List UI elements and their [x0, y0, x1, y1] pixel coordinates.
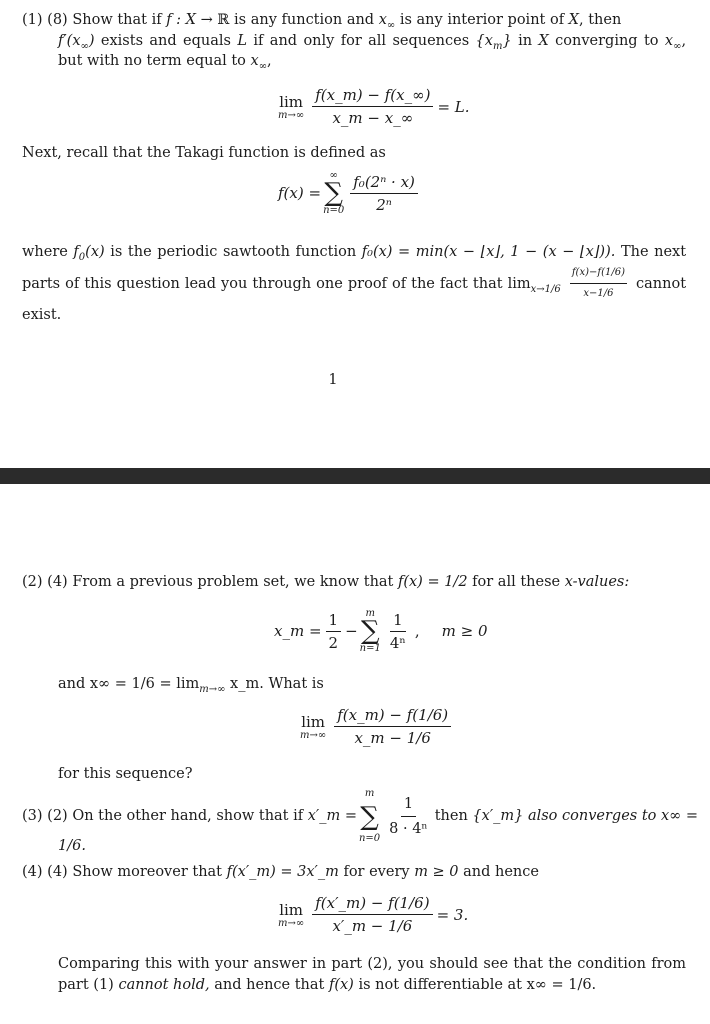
for-this-sequence: for this sequence? [58, 766, 193, 782]
sigma-symbol: ∑ [324, 178, 343, 208]
term-fraction [387, 611, 409, 652]
text-fragment: Show moreover that [72, 864, 223, 880]
limit-subscript: m→∞ [199, 683, 226, 695]
l-symbol: L [237, 32, 248, 49]
condition: m ≥ 0 [414, 864, 459, 880]
term-fraction [386, 794, 431, 840]
limit-operator [278, 901, 304, 929]
text-fragment: Show that if [72, 12, 162, 28]
sequence: $\{x_m\}$ [475, 32, 512, 52]
fraction-denominator: 4ⁿ [389, 633, 406, 652]
limit-fraction [334, 706, 451, 747]
sum-upper: m [365, 608, 375, 619]
fraction-numerator: 1 [326, 611, 342, 632]
takagi-lhs: f(x) = [278, 184, 322, 202]
derivative: $f'(x_\infty)$ [58, 32, 95, 52]
fraction-numerator: 1 [401, 794, 416, 818]
emphasis-text: cannot hold, [118, 976, 210, 993]
fraction-numerator: f(x)−f(1/6) [570, 263, 627, 285]
x-infinity: $x_\infty$ [250, 53, 268, 72]
sawtooth-description [22, 242, 686, 325]
summation [360, 608, 381, 654]
text-fragment: is any function and [234, 12, 375, 28]
limit-rhs: = 3. [436, 905, 469, 924]
fraction-denominator: x′_m − 1/6 [332, 917, 413, 935]
minus-sign: − [345, 622, 358, 640]
problem-number: (3) [22, 808, 43, 825]
text-fragment: exists and equals [100, 32, 231, 49]
limit-subscript: m→∞ [300, 729, 327, 741]
limit-subscript: m→∞ [278, 917, 305, 929]
summation [359, 784, 380, 849]
problem-1-continuation: $f'(x_\infty)$ exists and equals L if and only for all sequences $\{x_m\}$ in X converging to $x_\infty$, but with no term equal to $x_\infty$, [58, 32, 687, 72]
sawtooth-formula: f₀(x) = min(x − ⌊x⌋, 1 − (x − ⌊x⌋)). [361, 244, 616, 260]
sum-upper: ∞ [329, 170, 338, 181]
function-signature: f : X → ℝ [166, 12, 230, 28]
sum-lower: n=1 [359, 643, 381, 654]
problem-points: (2) [47, 808, 68, 825]
fraction-denominator: x_m − x_∞ [332, 109, 414, 127]
text-fragment: if and only for all sequences [253, 32, 470, 49]
text-fragment: then [434, 808, 468, 825]
problem-3-statement [22, 784, 699, 849]
fraction-numerator: f(x′_m) − f(1/6) [312, 894, 432, 915]
sequence-lhs: x_m = [274, 622, 322, 640]
takagi-fraction [350, 173, 418, 214]
problem-number: (2) [22, 574, 43, 590]
takagi-intro: Next, recall that the Takagi function is defined as [22, 145, 386, 161]
limit-word: lim [507, 275, 531, 292]
text-fragment: and hence [463, 864, 539, 880]
formula: f(x′_m) = 3x′_m [226, 864, 339, 880]
problem-3-continuation: 1/6. [58, 838, 86, 854]
fraction-numerator: f(x_m) − f(x_∞) [312, 86, 433, 107]
formula: f(x) [328, 976, 354, 993]
limit-fraction [312, 894, 432, 935]
text-fragment: Comparing this with your answer in part (2), you should see that the condition from part (1) [58, 956, 686, 993]
page-number: 1 [328, 372, 338, 388]
fraction-numerator: 1 [390, 611, 406, 632]
x-infinity: $x_\infty$ [378, 12, 396, 31]
fraction-denominator: 2 [328, 633, 339, 652]
limit-equation-2 [300, 706, 455, 747]
text-fragment: is any interior point of [399, 12, 565, 28]
text-fragment: On the other hand, show that if [72, 808, 304, 825]
problem-number: (1) [22, 12, 43, 28]
text-fragment: but with no term equal to [58, 53, 246, 69]
takagi-definition [278, 170, 422, 216]
text-fragment: converging to [555, 32, 659, 49]
text-fragment: and hence that [214, 976, 325, 993]
f0-symbol: $f_0(x)$ [73, 244, 105, 263]
text-fragment: From a previous problem set, we know that [72, 574, 394, 590]
summation [323, 170, 344, 216]
problem-2-statement [22, 572, 686, 593]
text-fragment: , then [579, 12, 622, 28]
fraction-numerator: f(x_m) − f(1/6) [334, 706, 451, 727]
fraction-denominator: x_m − 1/6 [354, 729, 431, 747]
fraction-denominator: 8 · 4ⁿ [389, 821, 428, 837]
limit-equation-3 [278, 894, 468, 935]
limit-subscript: x→1/6 [530, 283, 561, 295]
fraction-numerator: f₀(2ⁿ · x) [350, 173, 418, 194]
text-fragment: for every [343, 864, 410, 880]
text-fragment: in [518, 32, 533, 49]
half-fraction [326, 611, 342, 652]
limit-operator [300, 713, 326, 741]
page-2 [0, 484, 710, 1024]
text-fragment: for all these [472, 574, 561, 590]
limit-rhs: = L. [437, 97, 470, 116]
limit-equation-1 [278, 86, 470, 127]
limit-word: lim [279, 92, 304, 111]
page-1 [0, 0, 710, 468]
inline-fraction [570, 263, 627, 305]
limit-subscript: m→∞ [278, 109, 305, 121]
problem-points: (4) [47, 574, 68, 590]
set-x: X [568, 12, 579, 28]
set-x: X [538, 32, 549, 49]
problem-4-statement [22, 862, 686, 883]
text-fragment: is the periodic sawtooth function [110, 244, 357, 260]
sum-lower: n=0 [323, 205, 345, 216]
x-infinity: $x_\infty$ [664, 32, 682, 52]
sum-lower: n=0 [358, 832, 381, 844]
sigma-symbol: ∑ [360, 616, 380, 646]
fraction-denominator: x−1/6 [583, 288, 614, 299]
sequence-condition: m ≥ 0 [441, 622, 488, 640]
fraction-denominator: 2ⁿ [376, 195, 392, 214]
limit-fraction [312, 86, 433, 127]
limit-operator [278, 93, 304, 121]
page-divider [0, 468, 710, 484]
problem-points: (4) [47, 864, 68, 880]
problem-points: (8) [47, 12, 68, 28]
text-fragment: where [22, 244, 68, 260]
x-infinity-definition [58, 674, 686, 695]
text-fragment: The next parts of this question lead you through one proof of the fact that [22, 244, 687, 292]
text-fragment: x-values: [564, 574, 630, 590]
formula: f(x) = 1/2 [397, 574, 468, 590]
text-fragment: cannot exist. [22, 275, 687, 323]
sequence-lhs: x′_m = [307, 808, 357, 825]
text-fragment: {x′_m} also converges to x∞ = [472, 808, 699, 825]
sigma-symbol: ∑ [360, 801, 379, 832]
closing-paragraph [58, 954, 686, 995]
limit-word: lim [301, 712, 326, 731]
text-fragment: and x∞ = 1/6 = lim [58, 676, 200, 692]
text-fragment: x_m. What is [230, 676, 324, 692]
sum-upper: m [364, 788, 375, 799]
sequence-definition: x_m = $\frac{1}{2}$ − m ∑ n=1 $\frac{1}{\text{4ⁿ}}$ , m ≥ 0 [274, 608, 488, 654]
limit-word: lim [279, 900, 304, 919]
text-fragment: is not differentiable at x∞ = 1/6. [358, 976, 597, 993]
problem-1-statement [22, 10, 686, 72]
problem-number: (4) [22, 864, 43, 880]
